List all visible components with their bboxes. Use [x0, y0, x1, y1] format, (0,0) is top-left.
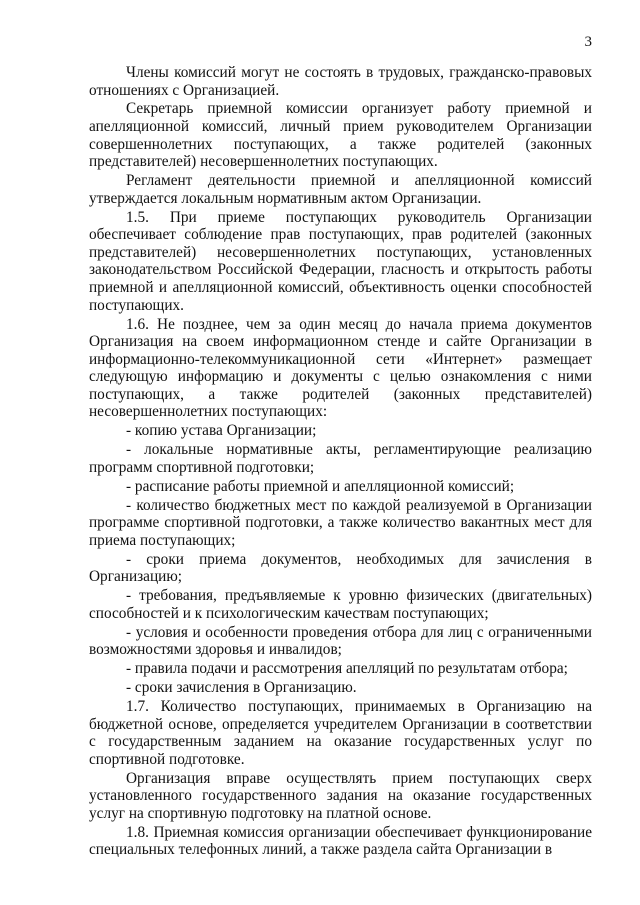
paragraph-commission-members: Члены комиссий могут не состоять в трудовых, гражданско-правовых отношениях с Организацией. — [89, 64, 592, 99]
list-item-document-deadlines: - сроки приема документов, необходимых для зачисления в Организацию; — [89, 550, 592, 586]
paragraph-secretary: Секретарь приемной комиссии организует работу приемной и апелляционной комиссий, личный прием руководителем Организации совершеннолетних поступающих, а также родителей (законных представителей) несовершеннолетних поступающих. — [89, 100, 592, 171]
list-item-local-acts: - локальные нормативные акты, регламентирующие реализацию программ спортивной подготовки; — [89, 441, 592, 476]
page-number: 3 — [584, 34, 592, 50]
paragraph-regulation: Регламент деятельности приемной и апелляционной комиссий утверждается локальным нормативным актом Организации. — [89, 172, 592, 207]
paragraph-1-8: 1.8. Приемная комиссия организации обеспечивает функционирование специальных телефонных линий, а также раздела сайта Организации в — [89, 823, 592, 859]
paragraph-1-7: 1.7. Количество поступающих, принимаемых в Организацию на бюджетной основе, определяется учредителем Организации в соответствии с государственным заданием на оказание государственных услуг по спортивной подготовке. — [89, 697, 592, 768]
list-item-schedule: - расписание работы приемной и апелляционной комиссий; — [126, 477, 515, 495]
list-item-charter: - копию устава Организации; — [126, 422, 317, 440]
paragraph-paid-admission: Организация вправе осуществлять прием поступающих сверх установленного государственного задания на оказание государственных услуг на спортивную подготовку на платной основе. — [89, 769, 592, 822]
list-item-disability-conditions: - условия и особенности проведения отбора для лиц с ограниченными возможностями здоровья и инвалидов; — [89, 623, 592, 659]
list-item-requirements: - требования, предъявляемые к уровню физических (двигательных) способностей и к психологическим качествам поступающих; — [89, 587, 592, 622]
paragraph-1-6: 1.6. Не позднее, чем за один месяц до начала приема документов Организация на своем информационном стенде и сайте Организации в информационно-телекоммуникационной сети «Интернет» размещает следующую информацию и документы с целью ознакомления с ними поступающих, а также родителей (законных представителей) несовершеннолетних поступающих: — [89, 315, 592, 421]
list-item-budget-places: - количество бюджетных мест по каждой реализуемой в Организации программе спортивной подготовки, а также количество вакантных мест для приема поступающих; — [89, 496, 592, 549]
paragraph-1-5: 1.5. При приеме поступающих руководитель Организации обеспечивает соблюдение прав поступающих, прав родителей (законных представителей) несовершеннолетних поступающих, установленных законодательством Российской Федерации, гласность и открытость работы приемной и апелляционной комиссий, объективность оценки способностей поступающих. — [89, 208, 592, 314]
document-body — [89, 64, 592, 860]
list-item-enrollment-deadlines: - сроки зачисления в Организацию. — [126, 679, 357, 697]
list-item-appeal-rules: - правила подачи и рассмотрения апелляций по результатам отбора; — [126, 660, 568, 678]
